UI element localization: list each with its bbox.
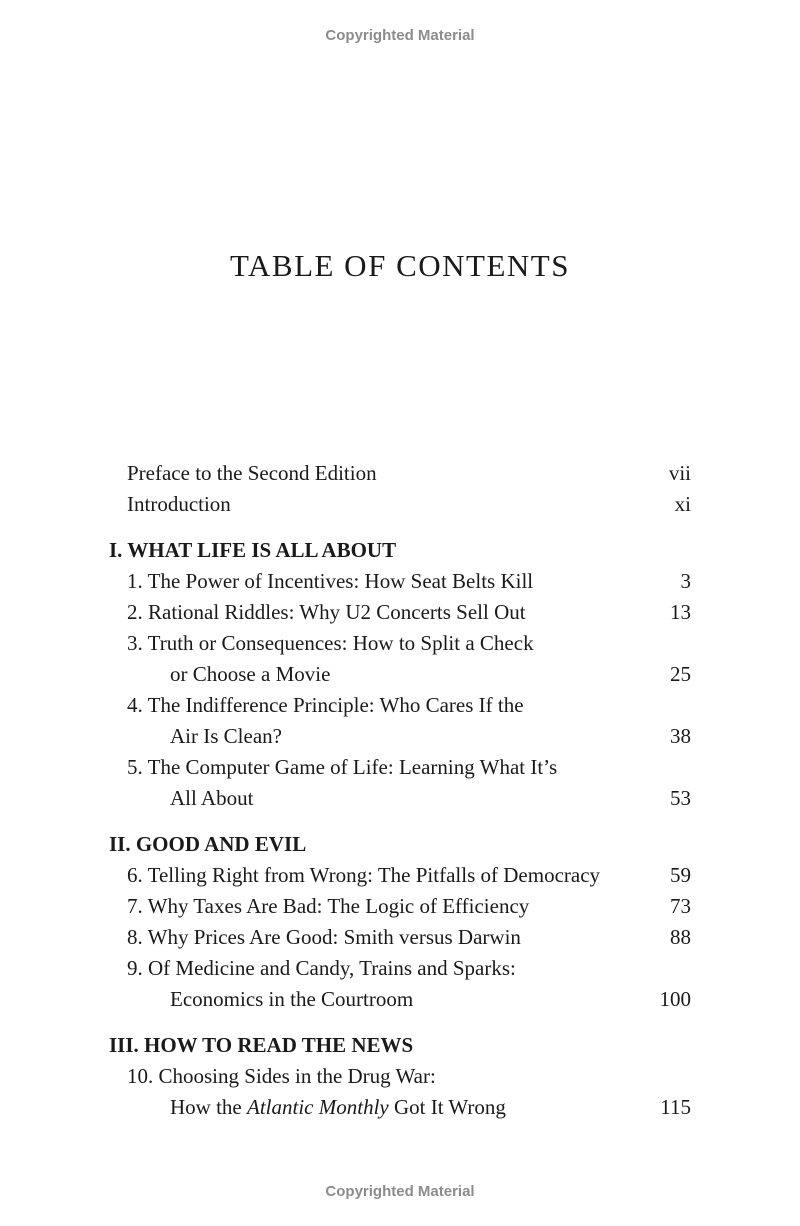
section-heading-text: I. WHAT LIFE IS ALL ABOUT xyxy=(109,538,397,562)
table-of-contents xyxy=(0,458,800,1123)
entry-title: 3. Truth or Consequences: How to Split a Check xyxy=(127,631,534,655)
toc-entry-chapter-4[interactable] xyxy=(0,690,800,721)
entry-title: 9. Of Medicine and Candy, Trains and Sparks: xyxy=(127,956,516,980)
section-heading-2 xyxy=(0,829,800,860)
entry-page: 59 xyxy=(670,863,691,887)
entry-title-continued: Economics in the Courtroom xyxy=(170,987,414,1011)
entry-title-continued xyxy=(170,1092,506,1123)
toc-entry-chapter-4-continued[interactable] xyxy=(0,721,800,752)
entry-title: 5. The Computer Game of Life: Learning What It’s xyxy=(127,755,558,779)
entry-page: 25 xyxy=(670,662,691,686)
toc-entry-introduction[interactable] xyxy=(0,489,800,520)
entry-title-part: Got It Wrong xyxy=(388,1095,506,1119)
publication-title: Atlantic Monthly xyxy=(247,1095,389,1119)
entry-title: 2. Rational Riddles: Why U2 Concerts Sell Out xyxy=(127,600,526,624)
entry-page: 100 xyxy=(659,987,691,1011)
toc-entry-chapter-5[interactable] xyxy=(0,752,800,783)
entry-title: 4. The Indifference Principle: Who Cares If the xyxy=(127,693,524,717)
entry-page: 88 xyxy=(670,925,691,949)
toc-entry-chapter-9[interactable] xyxy=(0,953,800,984)
toc-entry-preface[interactable] xyxy=(0,458,800,489)
entry-page: vii xyxy=(668,461,691,485)
entry-page: 53 xyxy=(670,786,691,810)
toc-entry-chapter-7[interactable] xyxy=(0,891,800,922)
entry-page: 13 xyxy=(670,600,691,624)
entry-page: 73 xyxy=(670,894,691,918)
entry-page: xi xyxy=(674,492,691,516)
toc-entry-chapter-10-continued[interactable] xyxy=(0,1092,800,1123)
toc-entry-chapter-6[interactable] xyxy=(0,860,800,891)
page-title: TABLE OF CONTENTS xyxy=(230,248,570,283)
entry-title: 8. Why Prices Are Good: Smith versus Darwin xyxy=(127,925,521,949)
entry-title-continued: All About xyxy=(170,786,254,810)
watermark-bottom: Copyrighted Material xyxy=(325,1183,475,1200)
section-heading-1 xyxy=(0,535,800,566)
entry-title: Introduction xyxy=(127,492,231,516)
toc-entry-chapter-3-continued[interactable] xyxy=(0,659,800,690)
section-heading-3 xyxy=(0,1030,800,1061)
toc-entry-chapter-3[interactable] xyxy=(0,628,800,659)
entry-title: 7. Why Taxes Are Bad: The Logic of Efficiency xyxy=(127,894,530,918)
entry-title: 10. Choosing Sides in the Drug War: xyxy=(127,1064,436,1088)
toc-entry-chapter-2[interactable] xyxy=(0,597,800,628)
entry-page: 3 xyxy=(680,569,691,593)
entry-title-part: How the xyxy=(170,1095,247,1119)
toc-entry-chapter-9-continued[interactable] xyxy=(0,984,800,1015)
entry-title-continued: Air Is Clean? xyxy=(170,724,282,748)
section-heading-text: II. GOOD AND EVIL xyxy=(109,832,307,856)
entry-page: 115 xyxy=(660,1095,691,1119)
toc-entry-chapter-10[interactable] xyxy=(0,1061,800,1092)
toc-entry-chapter-5-continued[interactable] xyxy=(0,783,800,814)
section-heading-text: III. HOW TO READ THE NEWS xyxy=(109,1033,414,1057)
watermark-top: Copyrighted Material xyxy=(325,27,475,44)
entry-title: 1. The Power of Incentives: How Seat Belts Kill xyxy=(127,569,534,593)
entry-title: Preface to the Second Edition xyxy=(127,461,377,485)
entry-page: 38 xyxy=(670,724,691,748)
entry-title: 6. Telling Right from Wrong: The Pitfalls of Democracy xyxy=(127,863,601,887)
entry-title-continued: or Choose a Movie xyxy=(170,662,331,686)
toc-entry-chapter-8[interactable] xyxy=(0,922,800,953)
toc-entry-chapter-1[interactable] xyxy=(0,566,800,597)
